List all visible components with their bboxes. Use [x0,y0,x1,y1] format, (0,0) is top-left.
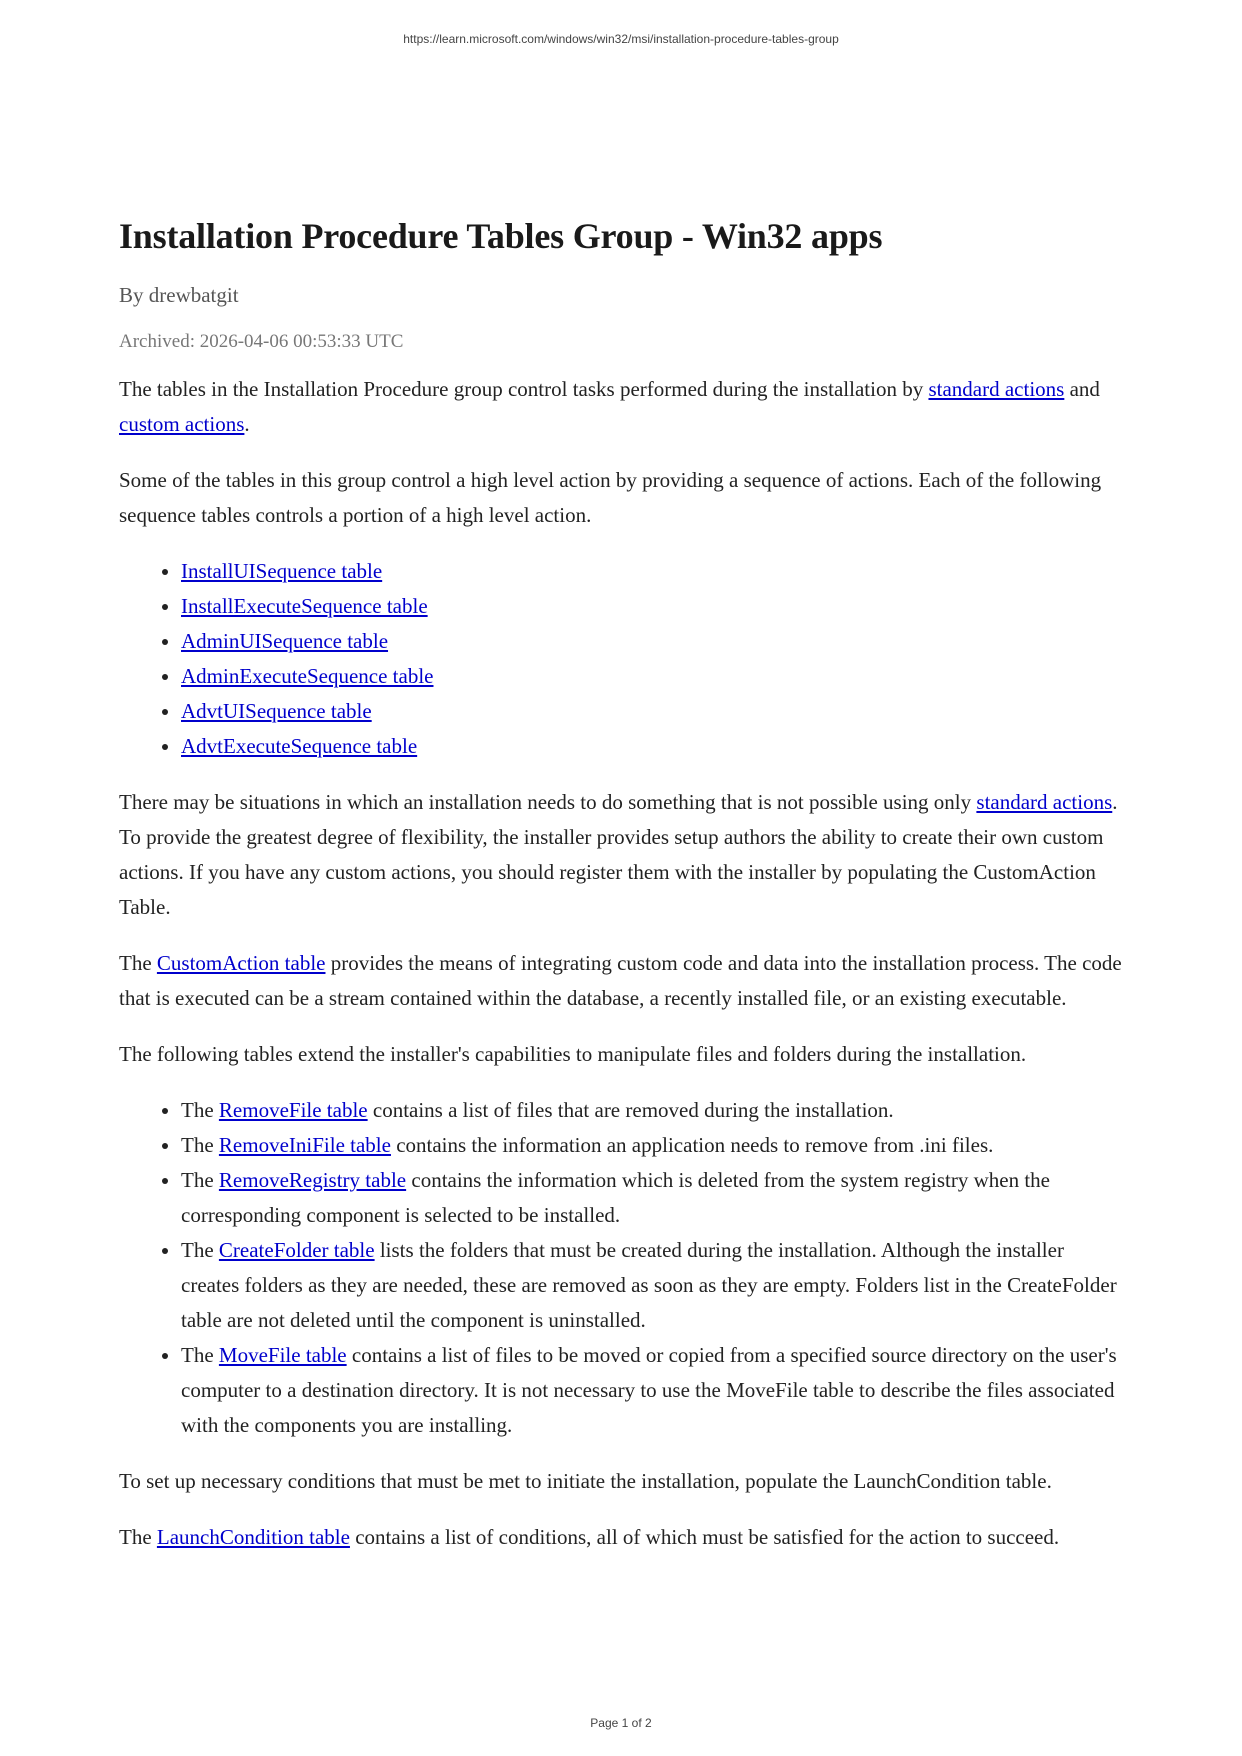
standard-actions-link[interactable]: standard actions [928,377,1065,401]
file-table-list [119,1093,1123,1443]
advtuisequence-link[interactable]: AdvtUISequence table [181,699,372,723]
page-title: Installation Procedure Tables Group - Win32 apps [119,216,883,256]
intro-text-before: The tables in the Installation Procedure group control tasks performed during the installation by [119,377,929,401]
list-item [181,624,1123,659]
launch-intro-paragraph: To set up necessary conditions that must be met to initiate the installation, populate the LaunchCondition table. [119,1469,1052,1493]
list-item [181,1163,1123,1233]
customaction-table-link[interactable]: CustomAction table [156,951,326,975]
author-byline: By drewbatgit [119,283,239,307]
sequence-intro-paragraph: Some of the tables in this group control a high level action by providing a sequence of actions. Each of the following sequence tables controls a portion of a high level action. [119,468,1102,527]
launch-text-after: contains a list of conditions, all of which must be satisfied for the action to succeed. [349,1525,1060,1549]
custom-actions-paragraph [119,785,1123,925]
item-text: contains a list of files to be moved or copied from a specified source directory on the user's computer to a destination directory. It is not necessary to use the MoveFile table to describe the files associated with the components you are installing. [181,1343,1117,1437]
item-prefix: The [181,1238,219,1262]
removefile-table-link[interactable]: RemoveFile table [218,1098,368,1122]
item-text: contains the information which is deleted from the system registry when the corresponding component is selected to be installed. [181,1168,1050,1227]
customaction-text-before: The [119,951,157,975]
custom-actions-link[interactable]: custom actions [119,412,245,436]
list-item [181,694,1123,729]
launchcondition-paragraph [119,1520,1123,1555]
sequence-table-list [119,554,1123,764]
standard-actions-link-2[interactable]: standard actions [976,790,1113,814]
list-item [181,1338,1123,1443]
page-number-footer: Page 1 of 2 [590,1716,652,1730]
launch-text-before: The [119,1525,157,1549]
createfolder-table-link[interactable]: CreateFolder table [218,1238,375,1262]
list-item [181,659,1123,694]
item-prefix: The [181,1133,219,1157]
list-item [181,1093,1123,1128]
adminexecutesequence-link[interactable]: AdminExecuteSequence table [181,664,434,688]
list-item [181,729,1123,764]
custom-para-text-before: There may be situations in which an installation needs to do something that is not possible using only [119,790,977,814]
article [119,212,1123,1555]
item-prefix: The [181,1168,219,1192]
item-text: contains a list of files that are removed during the installation. [367,1098,894,1122]
removeinifile-table-link[interactable]: RemoveIniFile table [218,1133,391,1157]
page-url-header: https://learn.microsoft.com/windows/win32/msi/installation-procedure-tables-group [403,32,839,46]
list-item [181,1128,1123,1163]
archived-timestamp: Archived: 2026-04-06 00:53:33 UTC [119,331,404,352]
item-prefix: The [181,1343,219,1367]
intro-text-mid: and [1064,377,1100,401]
list-item [181,589,1123,624]
intro-paragraph [119,372,1123,442]
customaction-text-after: provides the means of integrating custom code and data into the installation process. The code that is executed can be a stream contained within the database, a recently installed file, or an existing executable. [119,951,1122,1010]
installuisequence-link[interactable]: InstallUISequence table [181,559,383,583]
item-text: contains the information an application needs to remove from .ini files. [390,1133,994,1157]
list-item [181,554,1123,589]
movefile-table-link[interactable]: MoveFile table [218,1343,347,1367]
adminuisequence-link[interactable]: AdminUISequence table [181,629,389,653]
launchcondition-table-link[interactable]: LaunchCondition table [156,1525,350,1549]
intro-text-after: . [244,412,250,436]
files-intro-paragraph: The following tables extend the installer's capabilities to manipulate files and folders during the installation. [119,1042,1027,1066]
custom-para-text-after: . To provide the greatest degree of flexibility, the installer provides setup authors the ability to create their own custom actions. If you have any custom actions, you should register them with the installer by populating the CustomAction Table. [119,790,1118,919]
item-prefix: The [181,1098,219,1122]
installexecutesequence-link[interactable]: InstallExecuteSequence table [181,594,428,618]
advtexecutesequence-link[interactable]: AdvtExecuteSequence table [181,734,418,758]
customaction-table-paragraph [119,946,1123,1016]
removeregistry-table-link[interactable]: RemoveRegistry table [218,1168,407,1192]
item-text: lists the folders that must be created during the installation. Although the installer creates folders as they are needed, these are removed as soon as they are empty. Folders list in the CreateFolder table are not deleted until the component is uninstalled. [181,1238,1117,1332]
list-item [181,1233,1123,1338]
